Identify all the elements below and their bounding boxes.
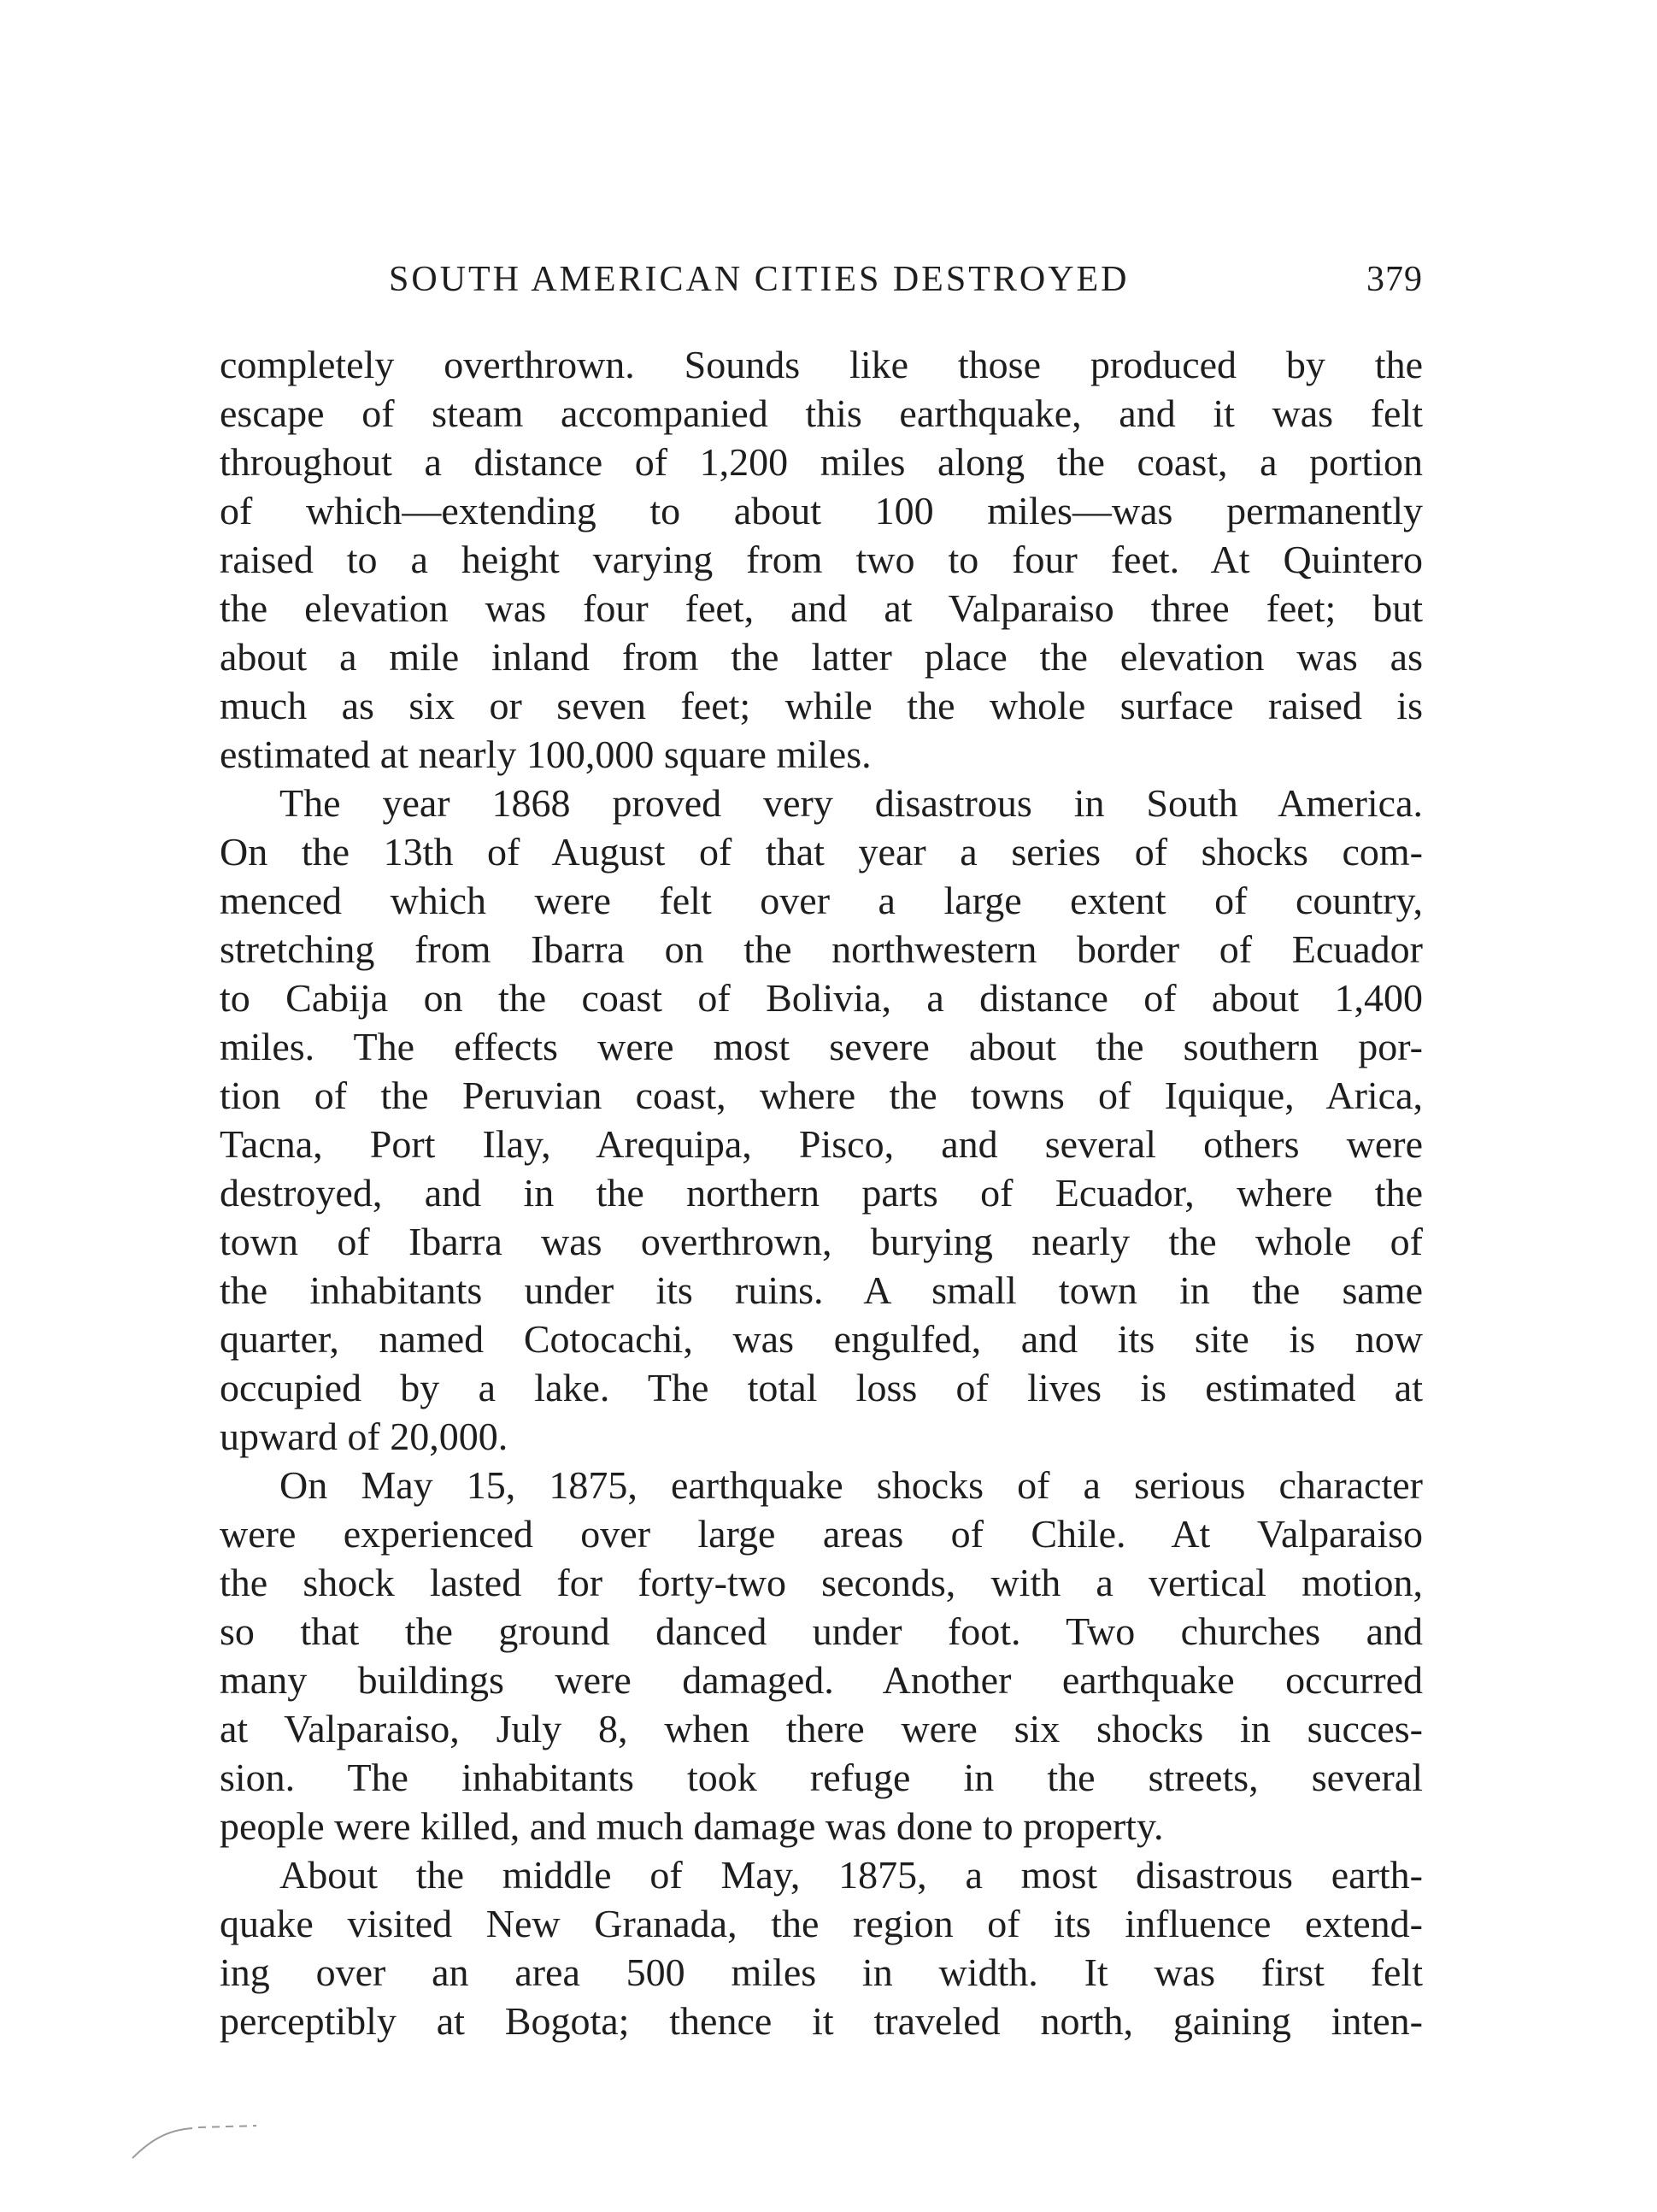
paragraph-3 [220, 1461, 1423, 1850]
text-line: much as six or seven feet; while the whole surface raised is [220, 684, 1423, 727]
text-line: quarter, named Cotocachi, was engulfed, and its site is now [220, 1317, 1423, 1361]
paragraph-2 [220, 779, 1423, 1461]
text-line: On May 15, 1875, earthquake shocks of a serious character [279, 1463, 1423, 1507]
text-line: Tacna, Port Ilay, Arequipa, Pisco, and several others were [220, 1122, 1423, 1166]
text-line: town of Ibarra was overthrown, burying nearly the whole of [220, 1220, 1423, 1263]
text-line: at Valparaiso, July 8, when there were six shocks in succes- [220, 1707, 1423, 1750]
text-line: about a mile inland from the latter place the elevation was as [220, 635, 1423, 679]
text-line: occupied by a lake. The total loss of lives is estimated at [220, 1366, 1423, 1409]
text-line: tion of the Peruvian coast, where the towns of Iquique, Arica, [220, 1074, 1423, 1117]
body-text [220, 340, 1423, 2045]
running-title: SOUTH AMERICAN CITIES DESTROYED [389, 260, 1130, 299]
text-line: escape of steam accompanied this earthquake, and it was felt [220, 391, 1423, 435]
text-line: On the 13th of August of that year a series of shocks com- [220, 830, 1423, 874]
running-head [389, 250, 1431, 309]
text-line: the shock lasted for forty-two seconds, with a vertical motion, [220, 1561, 1423, 1604]
text-line: completely overthrown. Sounds like those produced by the [220, 343, 1423, 386]
text-line: perceptibly at Bogota; thence it traveled north, gaining inten- [220, 1999, 1423, 2043]
text-line: raised to a height varying from two to four feet. At Quintero [220, 538, 1423, 581]
text-line: upward of 20,000. [220, 1415, 508, 1458]
text-line: many buildings were damaged. Another earthquake occurred [220, 1658, 1423, 1702]
text-line: people were killed, and much damage was done to property. [220, 1804, 1164, 1848]
text-line: throughout a distance of 1,200 miles along the coast, a portion [220, 440, 1423, 484]
text-line: were experienced over large areas of Chile. At Valparaiso [220, 1512, 1423, 1556]
text-line: so that the ground danced under foot. Two churches and [220, 1609, 1423, 1653]
paragraph-4 [220, 1850, 1423, 2045]
paragraph-1 [220, 340, 1423, 779]
text-line: ing over an area 500 miles in width. It was first felt [220, 1950, 1423, 1994]
text-line: estimated at nearly 100,000 square miles. [220, 732, 872, 776]
text-line: of which—extending to about 100 miles—was permanently [220, 489, 1423, 532]
text-line: quake visited New Granada, the region of its influence extend- [220, 1902, 1423, 1945]
text-line: the elevation was four feet, and at Valparaiso three feet; but [220, 586, 1423, 630]
text-line: miles. The effects were most severe about the southern por- [220, 1025, 1423, 1068]
text-line: the inhabitants under its ruins. A small town in the same [220, 1268, 1423, 1312]
pencil-mark [128, 2111, 265, 2162]
page-number: 379 [1366, 260, 1423, 299]
text-line: destroyed, and in the northern parts of Ecuador, where the [220, 1171, 1423, 1215]
text-line: sion. The inhabitants took refuge in the streets, several [220, 1756, 1423, 1799]
text-line: to Cabija on the coast of Bolivia, a distance of about 1,400 [220, 976, 1423, 1020]
text-line: The year 1868 proved very disastrous in South America. [279, 781, 1423, 825]
text-line: stretching from Ibarra on the northwestern border of Ecuador [220, 927, 1423, 971]
text-line: About the middle of May, 1875, a most disastrous earth- [279, 1853, 1423, 1897]
text-line: menced which were felt over a large extent of country, [220, 879, 1423, 922]
